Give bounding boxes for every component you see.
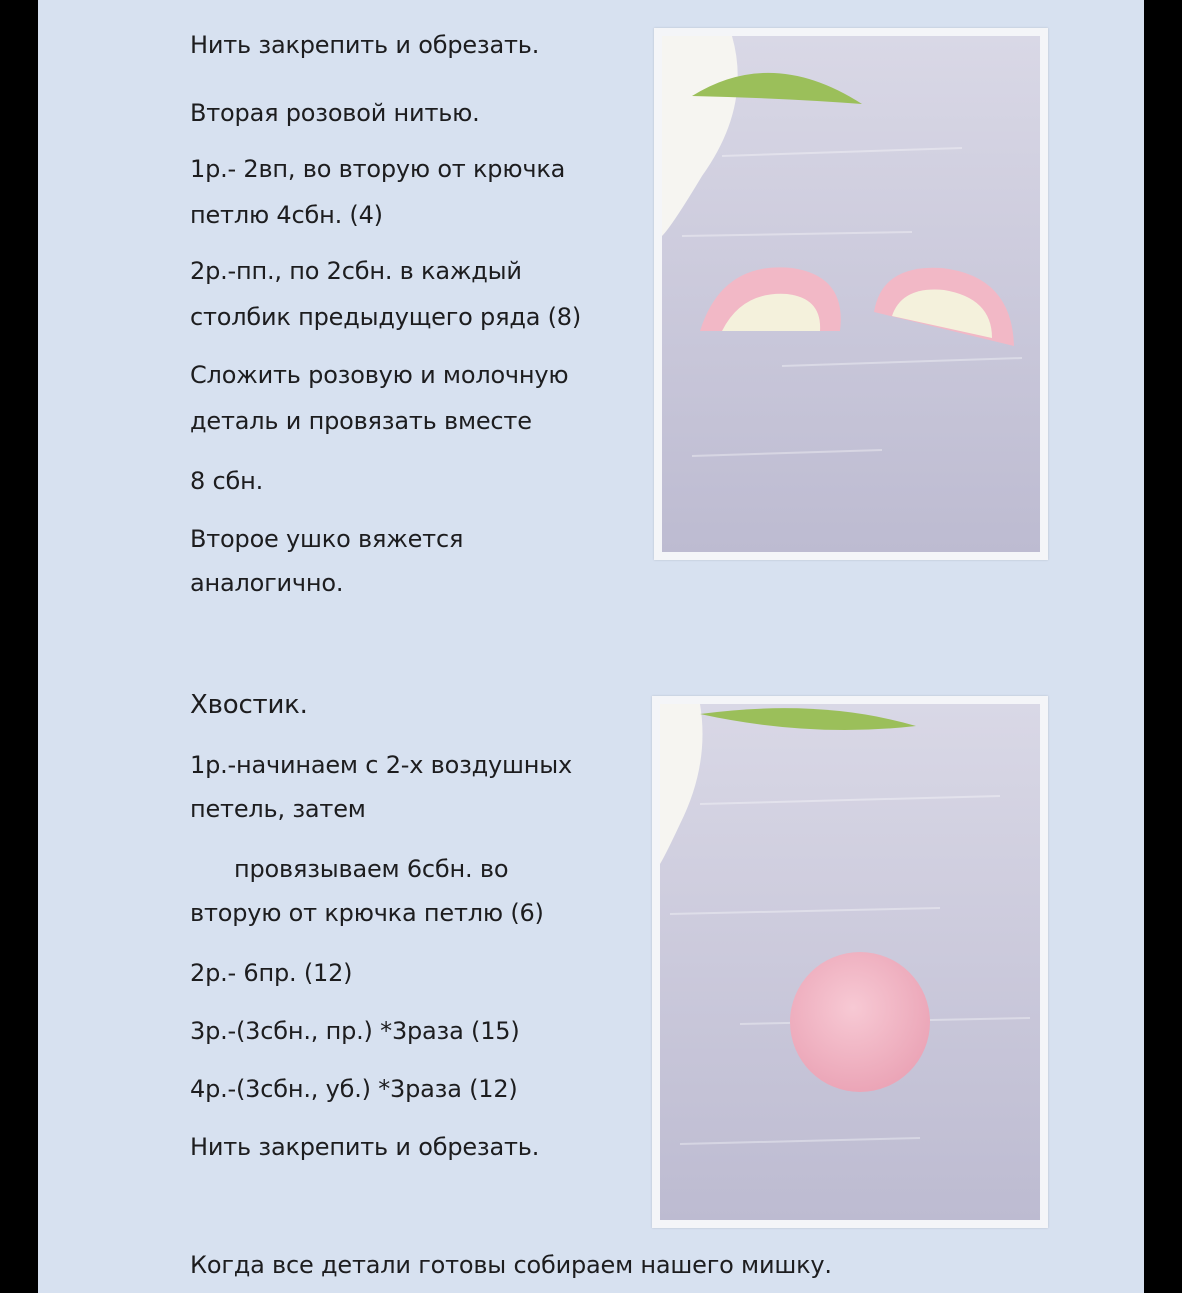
tail-title: Хвостик. <box>190 690 308 720</box>
ears-text-3b: петлю 4сбн. (4) <box>190 201 383 229</box>
tail-photo <box>652 696 1048 1228</box>
ears-photo <box>654 28 1048 560</box>
tail-text-6: Нить закрепить и обрезать. <box>190 1133 540 1161</box>
tail-text-5: 4р.-(3сбн., уб.) *3раза (12) <box>190 1075 518 1103</box>
pattern-page <box>38 0 1144 1293</box>
ears-text-2: Вторая розовой нитью. <box>190 99 480 127</box>
tail-text-1b: петель, затем <box>190 795 366 823</box>
tail-illustration <box>660 704 1040 1220</box>
ears-text-4a: 2р.-пп., по 2сбн. в каждый <box>190 257 522 285</box>
tail-text-2b: вторую от крючка петлю (6) <box>190 899 544 927</box>
ears-text-1: Нить закрепить и обрезать. <box>190 31 540 59</box>
ears-text-6: 8 сбн. <box>190 467 264 495</box>
tail-text-3: 2р.- 6пр. (12) <box>190 959 353 987</box>
ears-illustration <box>662 36 1040 552</box>
ears-text-7b: аналогично. <box>190 569 344 597</box>
ears-text-7a: Второе ушко вяжется <box>190 525 464 553</box>
ears-text-3a: 1р.- 2вп, во вторую от крючка <box>190 155 566 183</box>
ears-text-5a: Сложить розовую и молочную <box>190 361 569 389</box>
tail-text-2a: провязываем 6сбн. во <box>234 855 509 883</box>
tail-text-1a: 1р.-начинаем с 2-х воздушных <box>190 751 573 779</box>
ears-text-5b: деталь и провязать вместе <box>190 407 532 435</box>
tail-text-4: 3р.-(3сбн., пр.) *3раза (15) <box>190 1017 520 1045</box>
footer-text: Когда все детали готовы собираем нашего мишку. <box>190 1251 832 1279</box>
ears-text-4b: столбик предыдущего ряда (8) <box>190 303 582 331</box>
pompom-tail <box>790 952 930 1092</box>
